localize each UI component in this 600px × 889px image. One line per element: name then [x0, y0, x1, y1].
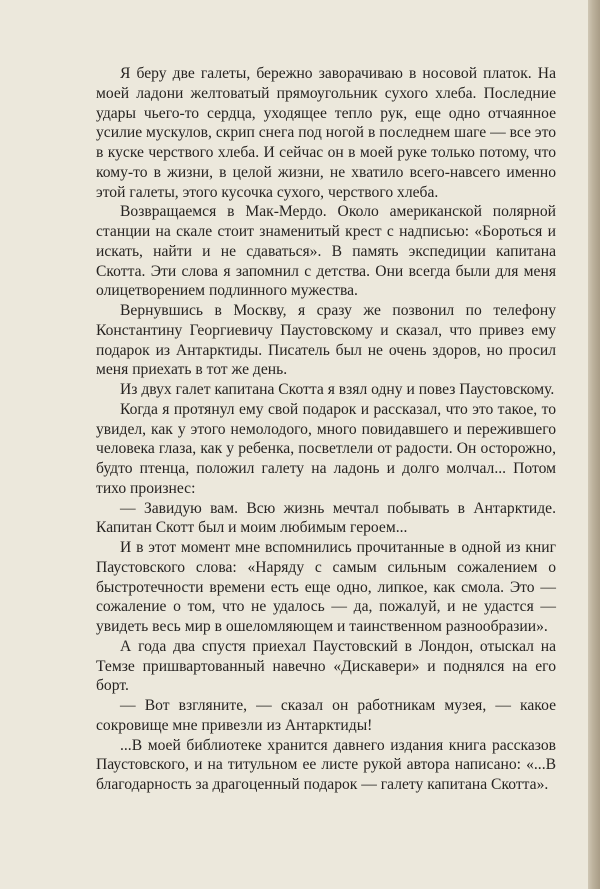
paragraph: ...В моей библиотеке хранится давнего издания книга рассказов Паустовского, и на титульном ее листе рукой автора написано: «...В благодарность за драгоценный подарок — галету капитана Скотта».: [96, 736, 556, 793]
paragraph: Я беру две галеты, бережно заворачиваю в носовой платок. На моей ладони желтоватый прямоугольник сухого хлеба. Последние удары чьего-то сердца, уходящее тепло рук, еще одно отчаянное усилие мускулов, скрип снега под ногой в последнем шаге — все это в куске черствого хлеба. И сейчас он в моей руке только потому, что кому-то в жизни, в целой жизни, не хватило всего-навсего именно этой галеты, этого кусочка сухого, черствого хлеба.: [96, 65, 556, 201]
paragraph: А года два спустя приехал Паустовский в Лондон, отыскал на Темзе пришвартованный навечно «Дискавери» и поднялся на его борт.: [96, 637, 556, 695]
page-binding-edge: [588, 0, 600, 889]
body-text: [96, 64, 556, 795]
paragraph: Из двух галет капитана Скотта я взял одну и повез Паустовскому.: [120, 381, 555, 398]
paragraph: Возвращаемся в Мак-Мердо. Около американской полярной станции на скале стоит знаменитый крест с надписью: «Бороться и искать, найти и не сдаваться». В память экспедиции капитана Скотта. Эти слова я запомнил с детства. Они всегда были для меня олицетворением подлинного мужества.: [96, 203, 556, 300]
paragraph: — Вот взгляните, — сказал он работникам музея, — какое сокровище мне привезли из Антарктиды!: [96, 697, 556, 734]
paragraph: И в этот момент мне вспомнились прочитанные в одной из книг Паустовского слова: «Наряду с самым сильным сожалением о быстротечности времени есть еще одно, липкое, как смола. Это — сожаление о том, что не удалось — да, пожалуй, и не удастся — увидеть весь мир в ошеломляющем и таинственном разнообразии».: [96, 539, 556, 635]
paragraph: — Завидую вам. Всю жизнь мечтал побывать в Антарктиде. Капитан Скотт был и моим любимым героем...: [96, 499, 556, 537]
paragraph: Когда я протянул ему свой подарок и рассказал, что это такое, то увидел, как у этого немолодого, много повидавшего и пережившего человека глаза, как у ребенка, посветлели от радости. Он осторожно, будто птенца, положил галету на ладонь и долго молчал... Потом тихо произнес:: [96, 400, 556, 497]
paragraph: Вернувшись в Москву, я сразу же позвонил по телефону Константину Георгиевичу Паустовскому и сказал, что привез ему подарок из Антарктиды. Писатель был не очень здоров, но просил меня приехать в тот же день.: [96, 302, 556, 379]
